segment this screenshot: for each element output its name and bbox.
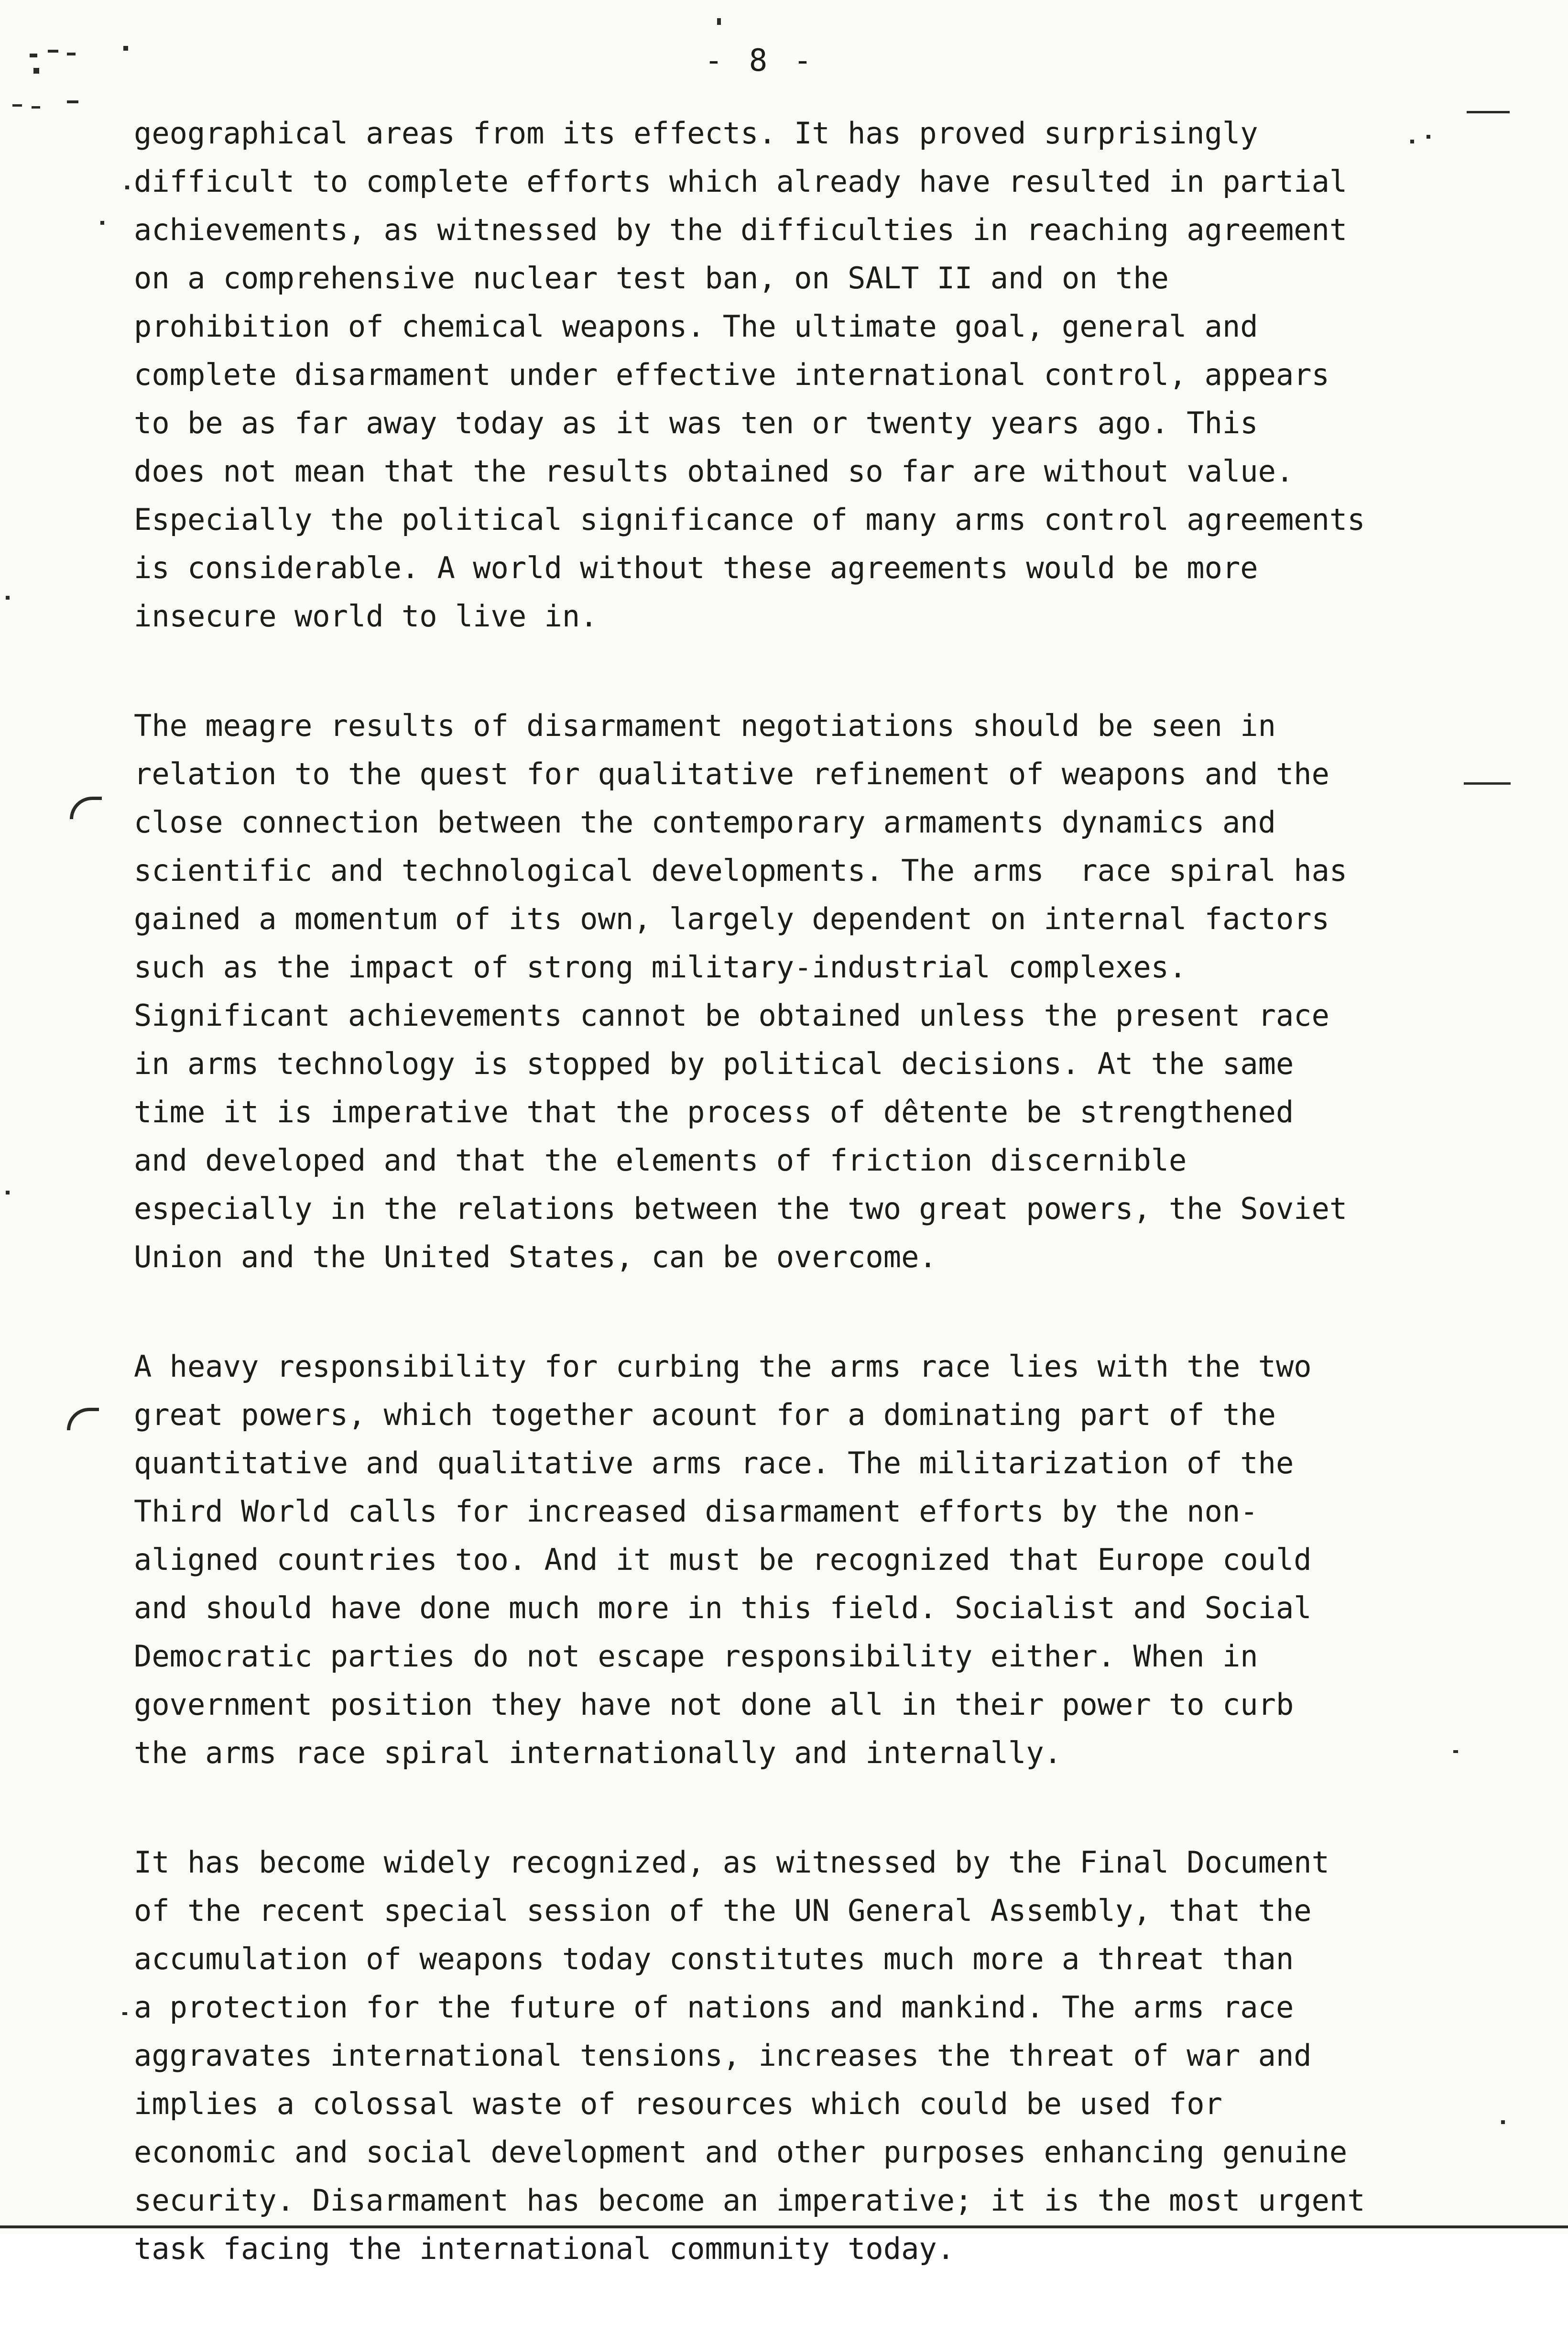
scan-speck (48, 50, 58, 53)
scan-speck (123, 46, 128, 51)
scan-speck (12, 104, 22, 107)
text-line: in arms technology is stopped by political decisions. At the same (134, 1046, 1294, 1081)
text-line: insecure world to live in. (134, 599, 598, 634)
scan-speck (30, 54, 37, 57)
paragraph (134, 1342, 1511, 1777)
text-line: Especially the political significance of many arms control agreements (134, 502, 1365, 537)
text-line: economic and social development and other purposes enhancing genuine (134, 2135, 1348, 2170)
text-line: Democratic parties do not escape responsibility either. When in (134, 1639, 1258, 1674)
text-line: great powers, which together acount for a dominating part of the (134, 1397, 1276, 1432)
margin-arc-mark (70, 797, 102, 819)
text-line: gained a momentum of its own, largely dependent on internal factors (134, 901, 1329, 936)
paragraph (134, 1838, 1511, 2273)
text-line: difficult to complete efforts which already have resulted in partial (134, 164, 1348, 199)
text-line: is considerable. A world without these agreements would be more (134, 550, 1258, 585)
text-line: relation to the quest for qualitative refinement of weapons and the (134, 756, 1329, 791)
text-line: and developed and that the elements of friction discernible (134, 1143, 1187, 1178)
scan-speck (100, 221, 104, 225)
text-line: quantitative and qualitative arms race. The militarization of the (134, 1446, 1294, 1480)
scan-speck (122, 2012, 127, 2015)
scan-speck (125, 186, 129, 189)
scan-speck (67, 53, 76, 55)
paragraph (134, 701, 1511, 1281)
text-line: achievements, as witnessed by the difficulties in reaching agreement (134, 212, 1348, 247)
text-line: time it is imperative that the process of dêtente be strengthened (134, 1095, 1294, 1129)
text-line: prohibition of chemical weapons. The ultimate goal, general and (134, 309, 1258, 344)
text-line: scientific and technological developments. The arms race spiral has (134, 853, 1348, 888)
text-line: complete disarmament under effective international control, appears (134, 357, 1329, 392)
scan-speck (32, 106, 40, 109)
text-line: and should have done much more in this field. Socialist and Social (134, 1590, 1312, 1625)
text-line: a protection for the future of nations and mankind. The arms race (134, 1990, 1294, 2025)
text-line: to be as far away today as it was ten or twenty years ago. This (134, 405, 1258, 440)
text-line: Third World calls for increased disarmament efforts by the non- (134, 1494, 1258, 1529)
text-line: on a comprehensive nuclear test ban, on SALT II and on the (134, 261, 1169, 296)
text-line: Significant achievements cannot be obtained unless the present race (134, 998, 1329, 1033)
text-line: does not mean that the results obtained so far are without value. (134, 454, 1294, 489)
body-text (134, 109, 1511, 2334)
text-line: aligned countries too. And it must be recognized that Europe could (134, 1542, 1312, 1577)
text-line: government position they have not done all in their power to curb (134, 1687, 1294, 1722)
text-line: It has become widely recognized, as witnessed by the Final Document (134, 1845, 1329, 1880)
text-line: task facing the international community today. (134, 2231, 955, 2266)
margin-arc-mark (67, 1408, 99, 1430)
text-line: Union and the United States, can be overcome. (134, 1239, 937, 1274)
scan-speck (67, 100, 78, 103)
text-line: the arms race spiral internationally and internally. (134, 1735, 1062, 1770)
scan-speck (33, 68, 39, 74)
bottom-border-rule (0, 2225, 1568, 2228)
text-line: geographical areas from its effects. It has proved surprisingly (134, 116, 1258, 151)
text-line: A heavy responsibility for curbing the arms race lies with the two (134, 1349, 1312, 1384)
text-line: such as the impact of strong military-industrial complexes. (134, 950, 1187, 985)
text-line: accumulation of weapons today constitutes much more a threat than (134, 1941, 1294, 1976)
text-line: of the recent special session of the UN General Assembly, that the (134, 1893, 1312, 1928)
scan-speck (6, 1191, 10, 1194)
text-line: close connection between the contemporary armaments dynamics and (134, 805, 1276, 840)
page-number: - 8 - (704, 43, 816, 78)
text-line: especially in the relations between the two great powers, the Soviet (134, 1191, 1348, 1226)
scan-speck (6, 596, 10, 600)
paragraph (134, 109, 1511, 640)
text-line: The meagre results of disarmament negotiations should be seen in (134, 708, 1276, 743)
text-line: aggravates international tensions, increases the threat of war and (134, 2038, 1312, 2073)
text-line: security. Disarmament has become an imperative; it is the most urgent (134, 2183, 1365, 2218)
text-line: implies a colossal waste of resources which could be used for (134, 2086, 1222, 2121)
scan-speck (717, 18, 721, 25)
